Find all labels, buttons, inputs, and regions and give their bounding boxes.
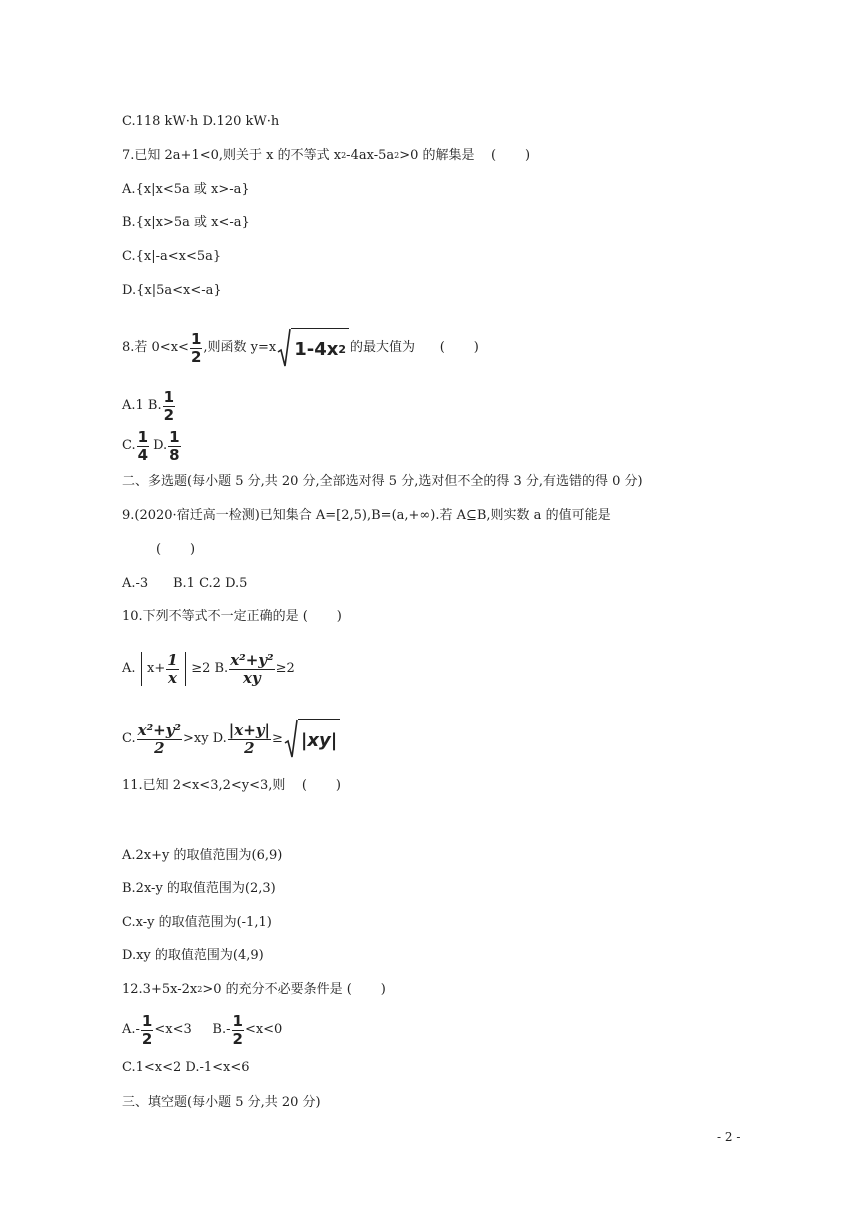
question-7-option-a: A.{x|x<5a 或 x>-a} (122, 182, 250, 197)
page-number: - 2 - (717, 1130, 741, 1144)
question-11: 11.已知 2<x<3,2<y<3,则 ( ) (122, 778, 342, 793)
fraction: $\frac{1}{2}$ (163, 387, 175, 424)
fraction: $\frac{1}{2}$ (190, 329, 202, 366)
square-root: 1-4x 2 (277, 328, 349, 368)
question-7-option-d: D.{x|5a<x<-a} (122, 283, 222, 298)
question-11-option-a: A.2x+y 的取值范围为(6,9) (122, 848, 283, 863)
question-10-options-a-b: A. x+ $\frac{1}{x}$ ≥2 B. $\frac{\text{x²+y²}}{xy}$ ≥2 (122, 650, 295, 687)
fraction: $\frac{1}{2}$ (232, 1011, 243, 1048)
fraction: $\frac{1}{8}$ (169, 427, 180, 464)
question-11-option-d: D.xy 的取值范围为(4,9) (122, 948, 264, 963)
question-9-options: A.-3 B.1 C.2 D.5 (122, 576, 248, 591)
question-11-option-c: C.x-y 的取值范围为(-1,1) (122, 915, 272, 930)
square-root: |xy| (284, 719, 341, 759)
fraction: $\frac{1}{4}$ (137, 427, 149, 464)
question-7-option-b: B.{x|x>5a 或 x<-a} (122, 215, 250, 230)
radical-sign-icon (284, 719, 298, 759)
question-8: 8.若 0<x< $\frac{1}{2}$ ,则函数 y=x 1-4x 2 的最大值为 ( ) (122, 328, 479, 368)
question-9: 9.(2020·宿迁高一检测)已知集合 A=[2,5),B=(a,+∞).若 A⊆B,则实数 a 的值可能是 (122, 508, 611, 523)
question-10: 10.下列不等式不一定正确的是 ( ) (122, 609, 342, 624)
question-7: 7.已知 2a+1<0,则关于 x 的不等式 x 2 -4ax-5a 2 >0 的解集是 ( ) (122, 148, 531, 163)
section-3-heading: 三、填空题(每小题 5 分,共 20 分) (122, 1095, 321, 1110)
radical-sign-icon (277, 328, 291, 368)
question-7-option-c: C.{x|-a<x<5a} (122, 249, 222, 264)
fraction: $\frac{1}{x}$ (167, 650, 178, 687)
absolute-bar (185, 652, 187, 686)
question-8-options-a-b: A.1 B. $\frac{1}{2}$ (122, 387, 175, 424)
question-10-options-c-d: C. $\frac{\text{x²+y²}}{2}$ >xy D. $\frac{|x+y|}{2}$ ≥ |xy| (122, 712, 341, 766)
fraction: $\frac{1}{2}$ (141, 1011, 153, 1048)
question-12-options-a-b: A.- $\frac{1}{2}$ <x<3 B.- $\frac{1}{2}$ <x<0 (122, 1011, 283, 1048)
fraction: $\frac{\text{x²+y²}}{2}$ (137, 720, 181, 757)
absolute-bar (141, 652, 143, 686)
question-9-bracket: ( ) (156, 542, 196, 557)
fraction: $\frac{\text{x²+y²}}{xy}$ (230, 650, 274, 687)
question-12-options-c-d: C.1<x<2 D.-1<x<6 (122, 1060, 250, 1075)
question-11-option-b: B.2x-y 的取值范围为(2,3) (122, 881, 276, 896)
option-line-c-d: C.118 kW·h D.120 kW·h (122, 114, 280, 129)
question-8-options-c-d: C. $\frac{1}{4}$ D. $\frac{1}{8}$ (122, 427, 180, 464)
fraction: $\frac{|x+y|}{2}$ (228, 720, 270, 757)
section-2-heading: 二、多选题(每小题 5 分,共 20 分,全部选对得 5 分,选对但不全的得 3 分,有选错的得 0 分) (122, 474, 643, 489)
question-12: 12.3+5x-2x 2 >0 的充分不必要条件是 ( ) (122, 982, 386, 997)
